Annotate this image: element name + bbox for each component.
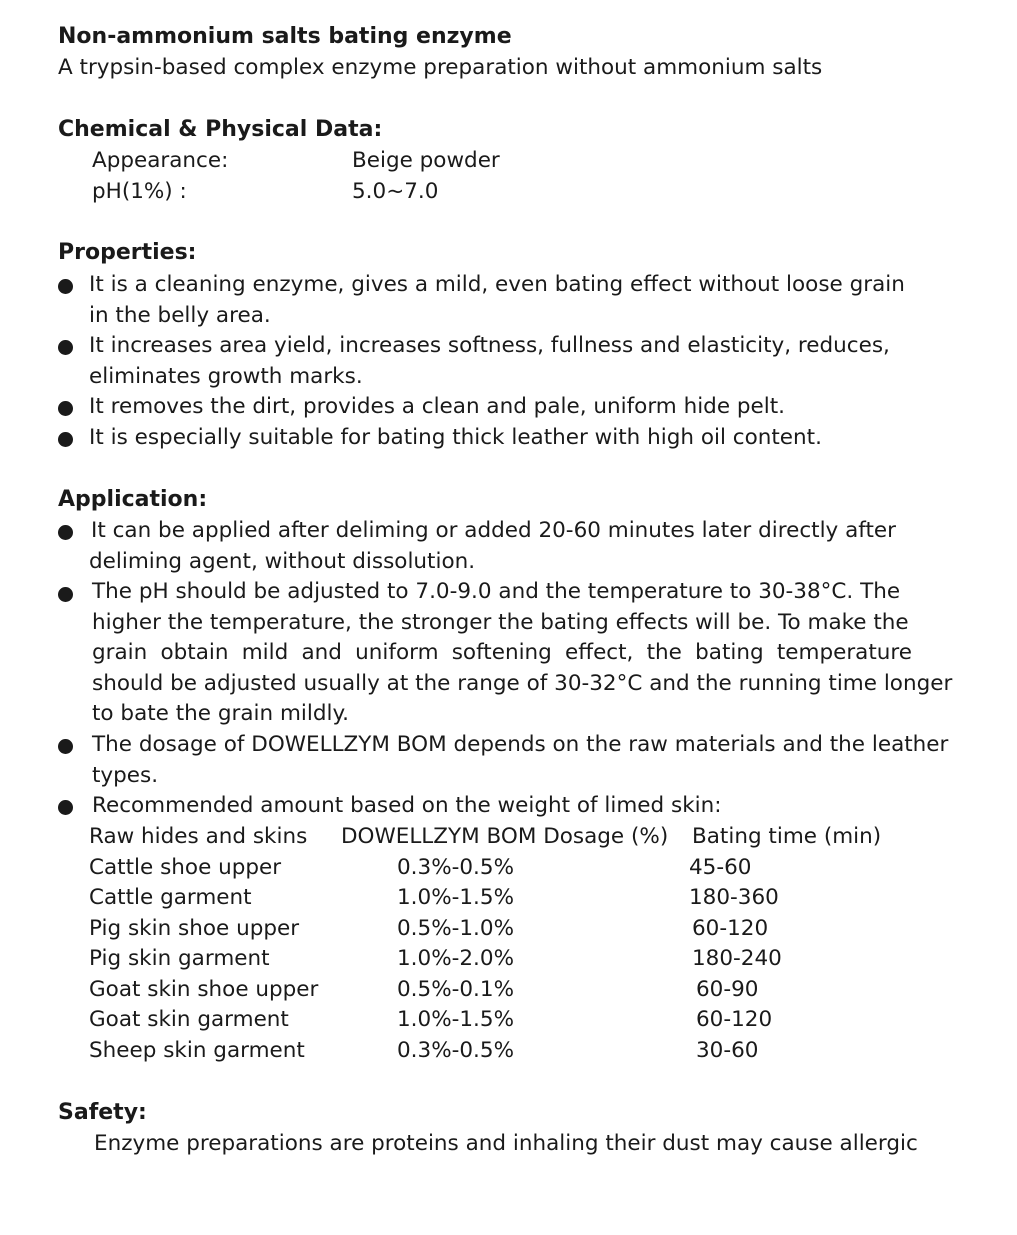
application-item-1-line-2: deliming agent, without dissolution. <box>89 549 476 574</box>
ph-label: pH(1%) : <box>92 179 187 204</box>
table-cell-dosage: 0.3%-0.5% <box>397 1038 515 1063</box>
table-cell-time: 60-90 <box>696 977 759 1002</box>
table-cell-dosage: 0.5%-1.0% <box>397 916 515 941</box>
bullet-icon <box>58 401 73 416</box>
application-item-2-line-4: should be adjusted usually at the range of 30-32°C and the running time longer <box>92 671 953 696</box>
properties-item-2-line-2: eliminates growth marks. <box>89 364 363 389</box>
application-item-1-line-1: It can be applied after deliming or added 20-60 minutes later directly after <box>91 518 896 543</box>
table-cell-material: Cattle garment <box>89 885 252 910</box>
appearance-value: Beige powder <box>352 148 500 173</box>
properties-item-1-line-2: in the belly area. <box>89 303 271 328</box>
application-item-2-line-3: grain obtain mild and uniform softening effect, the bating temperature <box>92 640 912 665</box>
bullet-icon <box>58 800 73 815</box>
application-heading: Application: <box>58 487 208 512</box>
properties-heading: Properties: <box>58 240 197 265</box>
table-cell-material: Pig skin shoe upper <box>89 916 300 941</box>
bullet-icon <box>58 279 73 294</box>
safety-text: Enzyme preparations are proteins and inhaling their dust may cause allergic <box>94 1131 918 1156</box>
bullet-icon <box>58 739 73 754</box>
bullet-icon <box>58 525 73 540</box>
document-title: Non-ammonium salts bating enzyme <box>58 24 512 49</box>
table-cell-dosage: 0.5%-0.1% <box>397 977 515 1002</box>
bullet-icon <box>58 432 73 447</box>
ph-value: 5.0~7.0 <box>352 179 439 204</box>
document-subtitle: A trypsin-based complex enzyme preparation without ammonium salts <box>58 55 823 80</box>
application-item-4-line-1: Recommended amount based on the weight of limed skin: <box>92 793 722 818</box>
table-cell-dosage: 1.0%-1.5% <box>397 1007 515 1032</box>
table-cell-dosage: 1.0%-1.5% <box>397 885 515 910</box>
properties-item-1-line-1: It is a cleaning enzyme, gives a mild, even bating effect without loose grain <box>89 272 905 297</box>
bullet-icon <box>58 587 73 602</box>
application-item-2-line-5: to bate the grain mildly. <box>92 701 349 726</box>
table-cell-time: 60-120 <box>692 916 769 941</box>
properties-item-3-line-1: It removes the dirt, provides a clean and pale, uniform hide pelt. <box>89 394 785 419</box>
application-item-2-line-2: higher the temperature, the stronger the bating effects will be. To make the <box>92 610 909 635</box>
table-cell-dosage: 1.0%-2.0% <box>397 946 515 971</box>
table-cell-time: 180-240 <box>692 946 782 971</box>
table-cell-material: Cattle shoe upper <box>89 855 282 880</box>
table-cell-material: Goat skin shoe upper <box>89 977 319 1002</box>
appearance-label: Appearance: <box>92 148 229 173</box>
properties-item-4-line-1: It is especially suitable for bating thick leather with high oil content. <box>89 425 822 450</box>
table-cell-time: 45-60 <box>689 855 752 880</box>
table-cell-material: Goat skin garment <box>89 1007 289 1032</box>
table-header-raw: Raw hides and skins <box>89 824 308 849</box>
application-item-3-line-1: The dosage of DOWELLZYM BOM depends on the raw materials and the leather <box>92 732 949 757</box>
bullet-icon <box>58 340 73 355</box>
table-cell-time: 180-360 <box>689 885 779 910</box>
chemical-heading: Chemical & Physical Data: <box>58 117 383 142</box>
application-item-2-line-1: The pH should be adjusted to 7.0-9.0 and the temperature to 30-38°C. The <box>92 579 901 604</box>
properties-item-2-line-1: It increases area yield, increases softness, fullness and elasticity, reduces, <box>89 333 890 358</box>
table-header-dosage: DOWELLZYM BOM Dosage (%) <box>341 824 669 849</box>
table-cell-time: 60-120 <box>696 1007 773 1032</box>
table-cell-material: Pig skin garment <box>89 946 270 971</box>
application-item-3-line-2: types. <box>92 763 159 788</box>
table-cell-material: Sheep skin garment <box>89 1038 305 1063</box>
safety-heading: Safety: <box>58 1100 147 1125</box>
table-cell-dosage: 0.3%-0.5% <box>397 855 515 880</box>
table-cell-time: 30-60 <box>696 1038 759 1063</box>
table-header-time: Bating time (min) <box>692 824 882 849</box>
